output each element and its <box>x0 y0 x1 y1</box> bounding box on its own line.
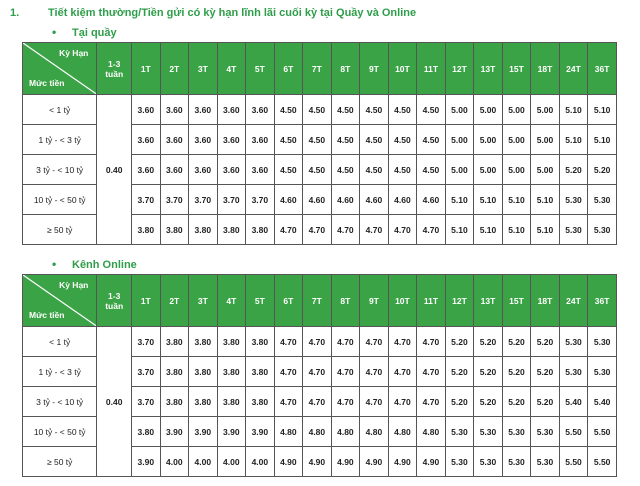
header-term: 8T <box>331 43 360 95</box>
rate-cell: 5.00 <box>531 125 560 155</box>
rate-cell: 3.80 <box>217 387 246 417</box>
header-term: 13T <box>474 43 503 95</box>
rate-cell: 3.80 <box>189 215 218 245</box>
header-term: 11T <box>417 275 446 327</box>
rate-cell: 5.30 <box>531 417 560 447</box>
rate-cell: 5.30 <box>474 447 503 477</box>
header-term: 8T <box>331 275 360 327</box>
header-term: 24T <box>559 275 588 327</box>
rate-cell: 5.10 <box>588 95 617 125</box>
rate-cell: 4.60 <box>331 185 360 215</box>
short-term-rate-cell: 0.40 <box>97 95 132 245</box>
section-heading <box>6 4 416 22</box>
rate-cell: 4.70 <box>417 387 446 417</box>
rate-cell: 3.90 <box>160 417 189 447</box>
rate-cell: 5.50 <box>559 417 588 447</box>
header-term-label: Kỳ Hạn <box>59 48 89 58</box>
rate-cell: 5.00 <box>502 95 531 125</box>
rate-cell: 5.00 <box>502 125 531 155</box>
rate-cell: 4.50 <box>388 125 417 155</box>
rate-cell: 4.80 <box>417 417 446 447</box>
rate-cell: 4.50 <box>331 125 360 155</box>
rate-table <box>22 42 617 245</box>
rate-cell: 3.80 <box>246 357 275 387</box>
header-corner-cell <box>23 275 97 327</box>
rate-cell: 3.80 <box>189 357 218 387</box>
rate-cell: 3.60 <box>189 155 218 185</box>
rate-cell: 5.10 <box>588 125 617 155</box>
rate-cell: 4.50 <box>274 155 303 185</box>
rate-cell: 3.60 <box>217 125 246 155</box>
rate-cell: 5.20 <box>474 357 503 387</box>
rate-cell: 4.50 <box>274 95 303 125</box>
rate-cell: 5.30 <box>559 327 588 357</box>
rate-cell: 3.60 <box>246 155 275 185</box>
subsection-title: Tại quầy <box>72 27 117 39</box>
subsection-heading-counter <box>52 24 117 40</box>
amount-tier-cell: 1 tỷ - < 3 tỷ <box>23 357 97 387</box>
rate-cell: 3.60 <box>132 155 161 185</box>
rate-cell: 4.90 <box>303 447 332 477</box>
rate-cell: 4.70 <box>274 215 303 245</box>
rate-cell: 5.30 <box>588 327 617 357</box>
short-term-line: tuần <box>105 68 124 79</box>
rate-cell: 5.10 <box>559 95 588 125</box>
rate-cell: 5.20 <box>445 357 474 387</box>
header-term: 6T <box>274 43 303 95</box>
rate-cell: 4.00 <box>246 447 275 477</box>
header-term: 7T <box>303 43 332 95</box>
rate-cell: 4.70 <box>274 357 303 387</box>
rate-cell: 4.50 <box>417 125 446 155</box>
rate-cell: 4.70 <box>360 357 389 387</box>
rate-cell: 4.50 <box>417 95 446 125</box>
rate-cell: 3.90 <box>132 447 161 477</box>
rate-cell: 5.40 <box>588 387 617 417</box>
rate-cell: 4.60 <box>274 185 303 215</box>
rate-cell: 4.70 <box>417 327 446 357</box>
rate-cell: 5.30 <box>502 417 531 447</box>
rate-cell: 3.80 <box>189 327 218 357</box>
rate-cell: 3.60 <box>217 155 246 185</box>
bullet-icon: • <box>52 25 57 39</box>
header-term: 2T <box>160 43 189 95</box>
rate-cell: 5.10 <box>531 215 560 245</box>
table-header-row <box>23 43 617 95</box>
rate-cell: 4.80 <box>388 417 417 447</box>
amount-tier-cell: 3 tỷ - < 10 tỷ <box>23 387 97 417</box>
rate-cell: 5.10 <box>559 125 588 155</box>
rate-cell: 5.20 <box>559 155 588 185</box>
table-row <box>23 327 617 357</box>
rate-cell: 3.70 <box>132 357 161 387</box>
rate-cell: 3.80 <box>246 327 275 357</box>
amount-tier-cell: 10 tỷ - < 50 tỷ <box>23 185 97 215</box>
rate-cell: 3.60 <box>160 125 189 155</box>
rate-cell: 4.80 <box>360 417 389 447</box>
header-term: 36T <box>588 43 617 95</box>
header-term: 10T <box>388 43 417 95</box>
rate-cell: 5.30 <box>502 447 531 477</box>
rate-cell: 3.60 <box>246 95 275 125</box>
amount-tier-cell: 1 tỷ - < 3 tỷ <box>23 125 97 155</box>
header-term: 6T <box>274 275 303 327</box>
rate-cell: 3.80 <box>189 387 218 417</box>
rate-cell: 4.70 <box>331 215 360 245</box>
header-term: 1T <box>132 275 161 327</box>
rate-cell: 3.90 <box>217 417 246 447</box>
rate-cell: 4.70 <box>303 327 332 357</box>
rate-cell: 3.70 <box>132 185 161 215</box>
rate-cell: 5.30 <box>559 357 588 387</box>
header-term: 1T <box>132 43 161 95</box>
header-term: 15T <box>502 275 531 327</box>
rate-cell: 4.70 <box>388 327 417 357</box>
rate-cell: 3.80 <box>160 357 189 387</box>
amount-tier-cell: < 1 tỷ <box>23 95 97 125</box>
rate-cell: 5.30 <box>588 215 617 245</box>
rate-cell: 4.00 <box>189 447 218 477</box>
rate-cell: 4.50 <box>303 155 332 185</box>
rate-cell: 3.60 <box>217 95 246 125</box>
rate-cell: 3.60 <box>132 125 161 155</box>
rate-cell: 4.70 <box>274 387 303 417</box>
header-term: 10T <box>388 275 417 327</box>
header-term: 9T <box>360 43 389 95</box>
rate-cell: 3.80 <box>217 215 246 245</box>
rate-cell: 4.50 <box>388 155 417 185</box>
rate-cell: 5.20 <box>531 327 560 357</box>
rate-cell: 4.70 <box>360 387 389 417</box>
rate-cell: 5.30 <box>588 357 617 387</box>
rate-cell: 4.80 <box>331 417 360 447</box>
rate-cell: 5.30 <box>559 185 588 215</box>
rate-cell: 4.90 <box>417 447 446 477</box>
rate-cell: 4.60 <box>360 185 389 215</box>
rate-cell: 5.50 <box>588 417 617 447</box>
rate-cell: 4.70 <box>417 357 446 387</box>
header-term: 11T <box>417 43 446 95</box>
rate-cell: 4.50 <box>274 125 303 155</box>
rate-cell: 5.40 <box>559 387 588 417</box>
subsection-title: Kênh Online <box>72 259 137 271</box>
rate-cell: 5.00 <box>531 95 560 125</box>
rate-cell: 3.60 <box>160 95 189 125</box>
rate-cell: 4.50 <box>360 125 389 155</box>
rate-cell: 4.70 <box>417 215 446 245</box>
rate-cell: 4.70 <box>303 357 332 387</box>
rate-cell: 5.10 <box>474 185 503 215</box>
rate-cell: 5.30 <box>474 417 503 447</box>
rate-cell: 5.20 <box>588 155 617 185</box>
rate-cell: 5.10 <box>474 215 503 245</box>
header-term: 3T <box>189 43 218 95</box>
rate-cell: 3.70 <box>132 327 161 357</box>
rate-cell: 5.50 <box>559 447 588 477</box>
header-term: 24T <box>559 43 588 95</box>
rate-cell: 5.10 <box>445 185 474 215</box>
rate-cell: 4.50 <box>303 95 332 125</box>
rate-cell: 4.70 <box>274 327 303 357</box>
rate-cell: 5.00 <box>445 155 474 185</box>
rate-cell: 5.20 <box>474 327 503 357</box>
header-term: 36T <box>588 275 617 327</box>
rate-cell: 3.80 <box>160 327 189 357</box>
rate-cell: 4.90 <box>274 447 303 477</box>
rate-cell: 4.90 <box>331 447 360 477</box>
amount-tier-cell: ≥ 50 tỷ <box>23 215 97 245</box>
rate-cell: 5.20 <box>502 387 531 417</box>
rate-cell: 4.60 <box>417 185 446 215</box>
rate-cell: 4.50 <box>360 155 389 185</box>
rate-cell: 3.80 <box>217 327 246 357</box>
rate-cell: 4.80 <box>274 417 303 447</box>
amount-tier-cell: 10 tỷ - < 50 tỷ <box>23 417 97 447</box>
header-term: 18T <box>531 275 560 327</box>
table-header-row <box>23 275 617 327</box>
rate-cell: 5.20 <box>502 357 531 387</box>
header-corner-cell <box>23 43 97 95</box>
rate-cell: 5.00 <box>502 155 531 185</box>
short-term-line: 1-3 <box>108 290 121 301</box>
rate-cell: 5.50 <box>588 447 617 477</box>
rate-cell: 4.50 <box>331 155 360 185</box>
rate-cell: 3.80 <box>132 215 161 245</box>
rate-cell: 3.90 <box>246 417 275 447</box>
rate-cell: 5.10 <box>502 185 531 215</box>
rate-cell: 3.80 <box>217 357 246 387</box>
header-term: 5T <box>246 275 275 327</box>
header-term: 13T <box>474 275 503 327</box>
rate-cell: 5.20 <box>445 327 474 357</box>
header-term: 15T <box>502 43 531 95</box>
rate-cell: 3.60 <box>246 125 275 155</box>
rate-cell: 5.10 <box>445 215 474 245</box>
amount-tier-cell: < 1 tỷ <box>23 327 97 357</box>
rate-cell: 5.30 <box>559 215 588 245</box>
rate-cell: 4.50 <box>331 95 360 125</box>
rate-cell: 4.90 <box>388 447 417 477</box>
amount-tier-cell: ≥ 50 tỷ <box>23 447 97 477</box>
rate-cell: 4.80 <box>303 417 332 447</box>
header-short-term <box>97 275 132 327</box>
rate-cell: 5.30 <box>531 447 560 477</box>
rate-cell: 5.00 <box>445 125 474 155</box>
rate-cell: 4.70 <box>303 387 332 417</box>
section-title: Tiết kiệm thường/Tiền gửi có kỳ hạn lĩnh lãi cuối kỳ tại Quầy và Online <box>48 7 417 19</box>
header-term-label: Kỳ Hạn <box>59 280 89 290</box>
rate-cell: 5.30 <box>588 185 617 215</box>
rate-cell: 3.80 <box>160 387 189 417</box>
rate-cell: 3.70 <box>189 185 218 215</box>
header-term: 12T <box>445 43 474 95</box>
bullet-icon: • <box>52 257 57 271</box>
rate-cell: 4.50 <box>417 155 446 185</box>
rate-cell: 3.80 <box>132 417 161 447</box>
header-term: 18T <box>531 43 560 95</box>
rate-cell: 3.80 <box>160 215 189 245</box>
section-number: 1. <box>10 7 20 19</box>
header-amount-label: Mức tiền <box>29 78 65 88</box>
rate-cell: 5.00 <box>474 155 503 185</box>
rate-cell: 4.90 <box>360 447 389 477</box>
rate-cell: 4.70 <box>331 357 360 387</box>
rate-cell: 3.80 <box>246 215 275 245</box>
header-term: 3T <box>189 275 218 327</box>
header-term: 9T <box>360 275 389 327</box>
rate-cell: 4.70 <box>388 387 417 417</box>
rate-cell: 5.00 <box>445 95 474 125</box>
header-term: 4T <box>217 43 246 95</box>
rate-cell: 5.20 <box>502 327 531 357</box>
rate-cell: 3.70 <box>160 185 189 215</box>
rate-cell: 3.60 <box>132 95 161 125</box>
rate-cell: 5.10 <box>502 215 531 245</box>
rate-cell: 3.90 <box>189 417 218 447</box>
amount-tier-cell: 3 tỷ - < 10 tỷ <box>23 155 97 185</box>
rate-cell: 4.00 <box>217 447 246 477</box>
header-term: 5T <box>246 43 275 95</box>
rate-cell: 4.70 <box>388 357 417 387</box>
rate-cell: 3.70 <box>217 185 246 215</box>
short-term-line: 1-3 <box>108 58 121 69</box>
subsection-heading-online <box>52 256 137 272</box>
rate-cell: 4.00 <box>160 447 189 477</box>
rate-cell: 4.60 <box>388 185 417 215</box>
rate-cell: 4.70 <box>360 215 389 245</box>
rate-cell: 4.70 <box>331 327 360 357</box>
rate-cell: 5.00 <box>474 95 503 125</box>
rate-cell: 3.60 <box>189 95 218 125</box>
rate-cell: 4.70 <box>388 215 417 245</box>
header-short-term <box>97 43 132 95</box>
rate-cell: 4.70 <box>331 387 360 417</box>
header-term: 2T <box>160 275 189 327</box>
rate-cell: 3.70 <box>132 387 161 417</box>
rate-cell: 4.50 <box>388 95 417 125</box>
header-term: 4T <box>217 275 246 327</box>
rate-cell: 5.20 <box>531 387 560 417</box>
rate-cell: 5.10 <box>531 185 560 215</box>
rate-cell: 5.20 <box>474 387 503 417</box>
rate-cell: 5.30 <box>445 447 474 477</box>
rate-cell: 4.50 <box>360 95 389 125</box>
short-term-line: tuần <box>105 300 124 311</box>
short-term-rate-cell: 0.40 <box>97 327 132 477</box>
rate-cell: 4.70 <box>303 215 332 245</box>
rate-cell: 5.20 <box>531 357 560 387</box>
rate-cell: 5.30 <box>445 417 474 447</box>
rate-cell: 4.50 <box>303 125 332 155</box>
rate-cell: 4.70 <box>360 327 389 357</box>
header-term: 7T <box>303 275 332 327</box>
header-amount-label: Mức tiền <box>29 310 65 320</box>
rate-cell: 5.00 <box>474 125 503 155</box>
rate-cell: 4.60 <box>303 185 332 215</box>
rate-cell: 5.00 <box>531 155 560 185</box>
table-row <box>23 95 617 125</box>
rate-cell: 3.60 <box>160 155 189 185</box>
rate-cell: 5.20 <box>445 387 474 417</box>
rate-table <box>22 274 617 477</box>
rate-cell: 3.80 <box>246 387 275 417</box>
rate-cell: 3.60 <box>189 125 218 155</box>
header-term: 12T <box>445 275 474 327</box>
rate-cell: 3.70 <box>246 185 275 215</box>
